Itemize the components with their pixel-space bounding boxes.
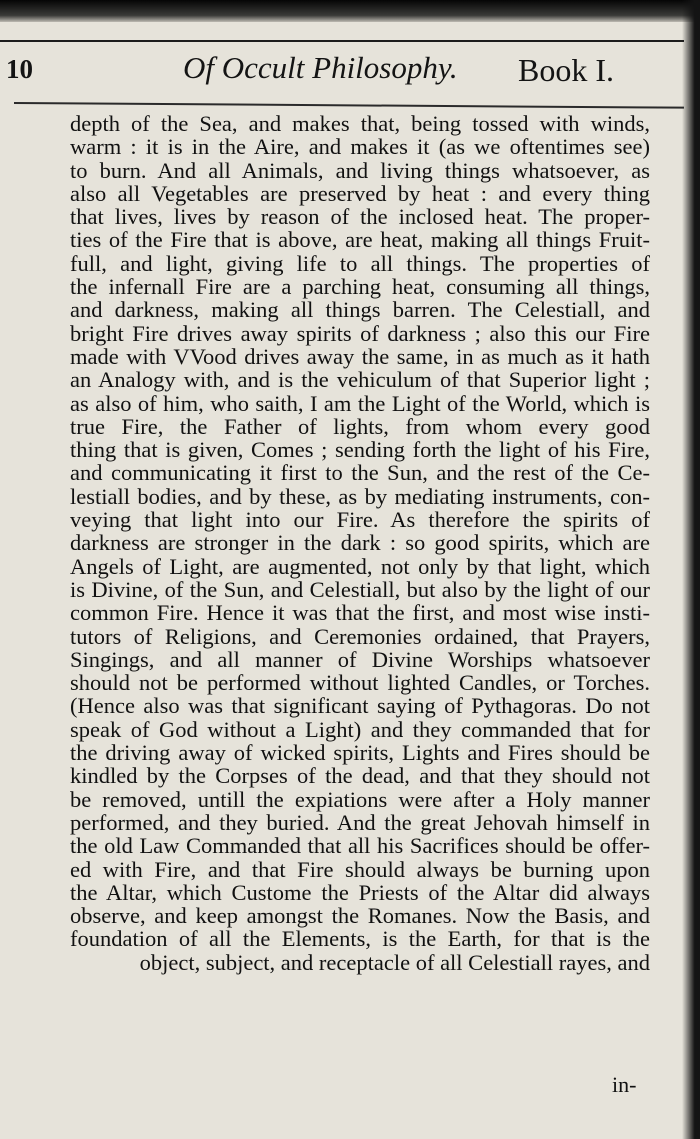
text-line: observe, and keep amongst the Romanes. Now the Basis, and xyxy=(70,903,650,929)
text-line: is Divine, of the Sun, and Celestiall, but also by the light of our xyxy=(70,576,650,602)
text-line: true Fire, the Father of lights, from whom every good xyxy=(70,413,650,439)
text-line: warm : it is in the Aire, and makes it (as we oftentimes see) xyxy=(70,134,650,160)
text-line: Angels of Light, are augmented, not only by that light, which xyxy=(70,553,650,579)
text-line: depth of the Sea, and makes that, being tossed with winds, xyxy=(70,111,650,136)
text-line: also all Vegetables are preserved by heat : and every thing xyxy=(70,180,650,206)
text-line: common Fire. Hence it was that the first, and most wise insti- xyxy=(70,600,650,626)
text-line: ties of the Fire that is above, are heat, making all things Fruit- xyxy=(70,227,650,253)
body-text xyxy=(70,112,650,974)
text-line: thing that is given, Comes ; sending forth the light of his Fire, xyxy=(70,437,650,463)
book-label: Book I. xyxy=(518,52,614,88)
text-line: object, subject, and receptacle of all Celestiall rayes, and xyxy=(139,949,650,975)
text-line: foundation of all the Elements, is the Earth, for that is the xyxy=(70,926,650,952)
text-line: made with VVood drives away the same, in as much as it hath xyxy=(70,343,650,369)
text-line: veying that light into our Fire. As therefore the spirits of xyxy=(70,507,650,533)
text-line: be removed, untill the expiations were after a Holy manner xyxy=(70,786,650,812)
running-title: Of Occult Philosophy. xyxy=(183,50,458,85)
text-line: lestiall bodies, and by these, as by mediating instruments, con- xyxy=(70,483,650,509)
text-line: full, and light, giving life to all things. The properties of xyxy=(70,250,650,276)
text-line: ed with Fire, and that Fire should always be burning upon xyxy=(70,856,650,882)
text-line: the old Law Commanded that all his Sacrifices should be offer- xyxy=(70,833,650,859)
text-line: bright Fire drives away spirits of darkness ; also this our Fire xyxy=(70,320,650,346)
text-line: and communicating it first to the Sun, and the rest of the Ce- xyxy=(70,460,650,486)
page-top-shadow xyxy=(0,0,700,22)
text-line: Singings, and all manner of Divine Worships whatsoever xyxy=(70,646,650,672)
text-line: (Hence also was that significant saying of Pythagoras. Do not xyxy=(70,693,650,719)
text-line: kindled by the Corpses of the dead, and that they should not xyxy=(70,763,650,789)
text-line: and darkness, making all things barren. The Celestiall, and xyxy=(70,297,650,323)
text-line: the driving away of wicked spirits, Lights and Fires should be xyxy=(70,740,650,766)
running-title-rule xyxy=(14,102,684,108)
text-line: as also of him, who saith, I am the Light of the World, which is xyxy=(70,390,650,416)
page-number: 10 xyxy=(6,54,33,84)
page-right-shadow xyxy=(682,0,700,1139)
text-line: should not be performed without lighted Candles, or Torches. xyxy=(70,670,650,696)
text-line: to burn. And all Animals, and living things whatsoever, as xyxy=(70,157,650,183)
text-line: the Altar, which Custome the Priests of the Altar did always xyxy=(70,879,650,905)
text-line: darkness are stronger in the dark : so good spirits, which are xyxy=(70,530,650,556)
text-line: tutors of Religions, and Ceremonies ordained, that Prayers, xyxy=(70,623,650,649)
catchword: in- xyxy=(612,1072,637,1097)
text-line: that lives, lives by reason of the inclosed heat. The proper- xyxy=(70,204,650,230)
text-line: an Analogy with, and is the vehiculum of that Superior light ; xyxy=(70,367,650,393)
text-line: speak of God without a Light) and they commanded that for xyxy=(70,716,650,742)
text-line: the infernall Fire are a parching heat, consuming all things, xyxy=(70,274,650,300)
text-line: performed, and they buried. And the great Jehovah himself in xyxy=(70,809,650,835)
header-rule xyxy=(0,40,684,42)
